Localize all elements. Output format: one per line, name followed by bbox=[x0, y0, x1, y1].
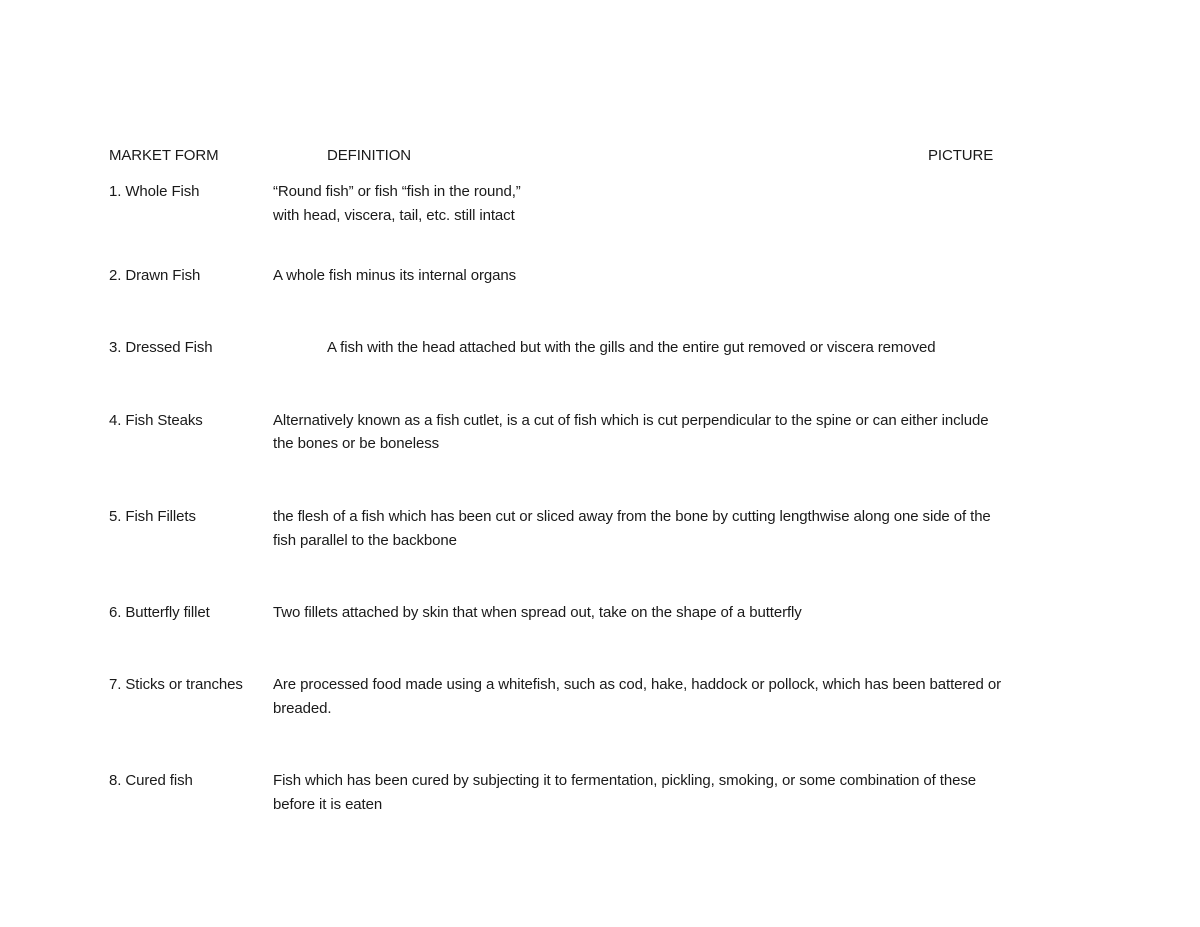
header-definition: DEFINITION bbox=[327, 147, 411, 164]
market-form-drawn-fish: 2. Drawn Fish bbox=[109, 267, 201, 284]
definition-fish-steaks-line2: the bones or be boneless bbox=[273, 435, 440, 452]
header-market-form: MARKET FORM bbox=[109, 147, 219, 164]
market-form-dressed-fish: 3. Dressed Fish bbox=[109, 339, 213, 356]
definition-cured-fish-line1: Fish which has been cured by subjecting it to fermentation, pickling, smoking, or some combination of these bbox=[273, 772, 977, 789]
market-form-fish-fillets: 5. Fish Fillets bbox=[109, 508, 196, 525]
definition-fish-fillets-line1: the flesh of a fish which has been cut or sliced away from the bone by cutting lengthwise along one side of the bbox=[273, 508, 991, 525]
header-picture: PICTURE bbox=[928, 147, 994, 164]
definition-whole-fish-line2: with head, viscera, tail, etc. still intact bbox=[273, 207, 515, 224]
definition-drawn-fish: A whole fish minus its internal organs bbox=[273, 267, 516, 284]
definition-butterfly-fillet: Two fillets attached by skin that when spread out, take on the shape of a butterfly bbox=[273, 604, 802, 621]
market-form-butterfly-fillet: 6. Butterfly fillet bbox=[109, 604, 210, 621]
definition-fish-steaks-line1: Alternatively known as a fish cutlet, is a cut of fish which is cut perpendicular to the spine or can either include bbox=[273, 412, 989, 429]
definition-dressed-fish: A fish with the head attached but with the gills and the entire gut removed or viscera removed bbox=[327, 339, 936, 356]
market-form-sticks-or-tranches: 7. Sticks or tranches bbox=[109, 676, 243, 693]
definition-fish-fillets-line2: fish parallel to the backbone bbox=[273, 532, 457, 549]
definition-whole-fish-line1: “Round fish” or fish “fish in the round,” bbox=[273, 183, 521, 200]
market-form-whole-fish: 1. Whole Fish bbox=[109, 183, 200, 200]
market-form-cured-fish: 8. Cured fish bbox=[109, 772, 193, 789]
definition-sticks-line1: Are processed food made using a whitefish, such as cod, hake, haddock or pollock, which has been battered or bbox=[273, 676, 1001, 693]
definition-cured-fish-line2: before it is eaten bbox=[273, 796, 383, 813]
market-form-fish-steaks: 4. Fish Steaks bbox=[109, 412, 203, 429]
definition-sticks-line2: breaded. bbox=[273, 700, 332, 717]
